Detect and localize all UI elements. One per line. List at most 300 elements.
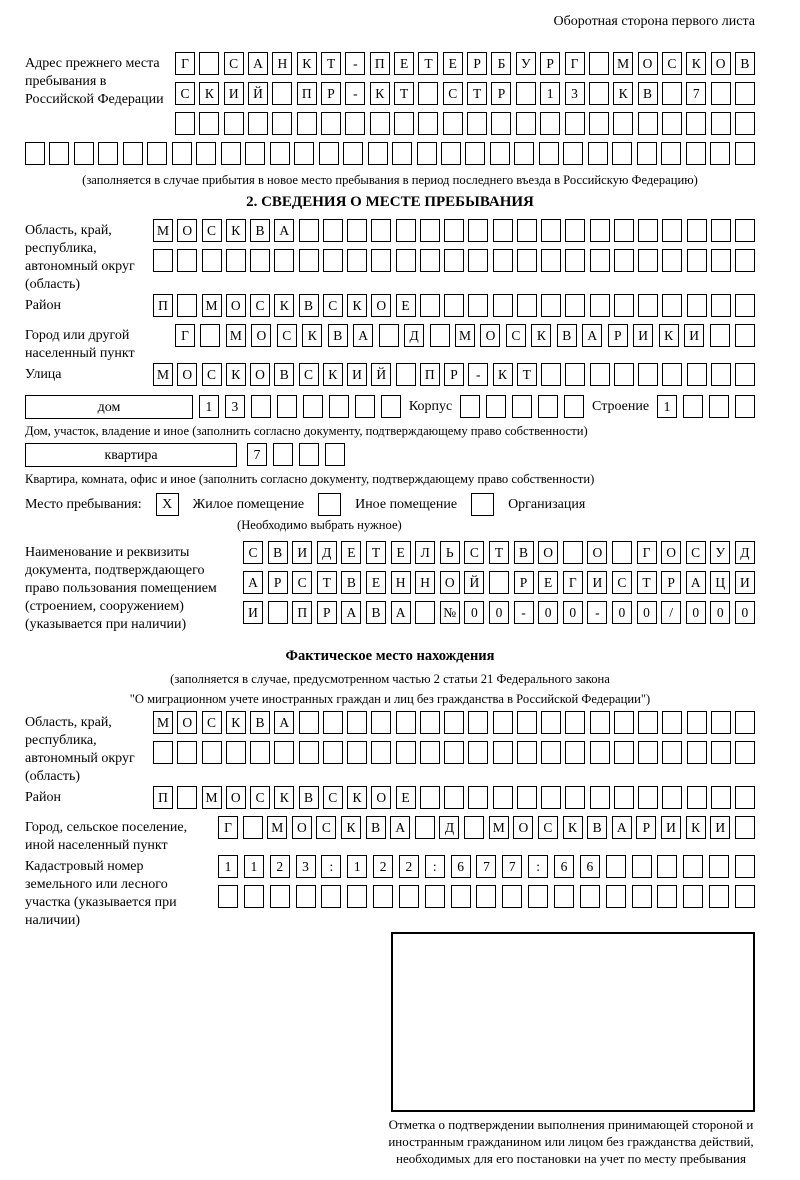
char-box[interactable]: 3 xyxy=(225,395,245,418)
char-box[interactable] xyxy=(735,741,755,764)
char-box[interactable]: К xyxy=(274,786,294,809)
char-box[interactable]: О xyxy=(177,219,197,242)
char-box[interactable] xyxy=(196,142,216,165)
char-box[interactable] xyxy=(502,885,522,908)
char-box[interactable]: Т xyxy=(366,541,386,564)
char-box[interactable] xyxy=(711,112,731,135)
char-box[interactable]: В xyxy=(557,324,577,347)
char-box[interactable] xyxy=(425,885,445,908)
char-box[interactable] xyxy=(541,249,561,272)
char-box[interactable]: Р xyxy=(444,363,464,386)
char-box[interactable]: Р xyxy=(491,82,511,105)
char-box[interactable] xyxy=(711,249,731,272)
char-box[interactable]: П xyxy=(370,52,390,75)
char-box[interactable] xyxy=(272,82,292,105)
char-box[interactable] xyxy=(468,741,488,764)
char-box[interactable] xyxy=(565,711,585,734)
char-box[interactable] xyxy=(662,249,682,272)
char-box[interactable] xyxy=(323,711,343,734)
char-box[interactable]: К xyxy=(226,363,246,386)
char-box[interactable] xyxy=(396,219,416,242)
char-box[interactable] xyxy=(415,816,435,839)
char-box[interactable]: Г xyxy=(218,816,238,839)
char-box[interactable]: К xyxy=(686,52,706,75)
checkbox-inoe[interactable] xyxy=(318,493,341,516)
char-box[interactable]: О xyxy=(440,571,460,594)
char-box[interactable] xyxy=(538,395,558,418)
char-box[interactable]: В xyxy=(638,82,658,105)
char-box[interactable]: А xyxy=(353,324,373,347)
char-box[interactable]: М xyxy=(153,711,173,734)
char-box[interactable] xyxy=(321,885,341,908)
char-box[interactable] xyxy=(590,786,610,809)
char-box[interactable] xyxy=(441,142,461,165)
char-box[interactable]: О xyxy=(251,324,271,347)
char-box[interactable]: 6 xyxy=(554,855,574,878)
char-box[interactable] xyxy=(632,855,652,878)
char-box[interactable] xyxy=(396,363,416,386)
char-box[interactable] xyxy=(711,294,731,317)
char-box[interactable] xyxy=(420,786,440,809)
char-box[interactable] xyxy=(467,112,487,135)
char-box[interactable]: С xyxy=(464,541,484,564)
char-box[interactable] xyxy=(516,112,536,135)
char-box[interactable] xyxy=(638,741,658,764)
char-box[interactable] xyxy=(735,395,755,418)
char-box[interactable]: Д xyxy=(735,541,755,564)
char-box[interactable] xyxy=(226,741,246,764)
char-box[interactable] xyxy=(614,249,634,272)
char-box[interactable] xyxy=(590,294,610,317)
char-box[interactable] xyxy=(199,52,219,75)
char-box[interactable]: С xyxy=(250,786,270,809)
char-box[interactable] xyxy=(303,395,323,418)
char-box[interactable] xyxy=(517,249,537,272)
char-box[interactable]: А xyxy=(274,711,294,734)
char-box[interactable] xyxy=(554,885,574,908)
char-box[interactable]: : xyxy=(528,855,548,878)
char-box[interactable]: И xyxy=(661,816,681,839)
char-box[interactable] xyxy=(468,711,488,734)
char-box[interactable]: 0 xyxy=(686,601,706,624)
char-box[interactable] xyxy=(468,786,488,809)
char-box[interactable] xyxy=(493,711,513,734)
char-box[interactable] xyxy=(218,885,238,908)
char-box[interactable]: И xyxy=(633,324,653,347)
checkbox-organizatsiya[interactable] xyxy=(471,493,494,516)
char-box[interactable]: С xyxy=(299,363,319,386)
char-box[interactable]: Й xyxy=(248,82,268,105)
char-box[interactable]: С xyxy=(506,324,526,347)
char-box[interactable]: К xyxy=(370,82,390,105)
char-box[interactable]: П xyxy=(297,82,317,105)
char-box[interactable] xyxy=(541,294,561,317)
char-box[interactable] xyxy=(565,219,585,242)
char-box[interactable]: Б xyxy=(491,52,511,75)
char-box[interactable] xyxy=(711,741,731,764)
char-box[interactable]: С xyxy=(202,219,222,242)
char-box[interactable] xyxy=(590,219,610,242)
char-box[interactable] xyxy=(590,711,610,734)
char-box[interactable]: К xyxy=(347,786,367,809)
char-box[interactable]: А xyxy=(686,571,706,594)
char-box[interactable] xyxy=(541,219,561,242)
char-box[interactable]: К xyxy=(302,324,322,347)
char-box[interactable] xyxy=(396,711,416,734)
char-box[interactable] xyxy=(540,112,560,135)
char-box[interactable] xyxy=(371,741,391,764)
char-box[interactable]: Е xyxy=(396,294,416,317)
char-box[interactable] xyxy=(202,249,222,272)
char-box[interactable] xyxy=(638,363,658,386)
char-box[interactable]: В xyxy=(514,541,534,564)
char-box[interactable] xyxy=(202,741,222,764)
char-box[interactable]: - xyxy=(345,82,365,105)
char-box[interactable]: 6 xyxy=(580,855,600,878)
char-box[interactable]: К xyxy=(531,324,551,347)
char-box[interactable] xyxy=(580,885,600,908)
char-box[interactable]: 0 xyxy=(637,601,657,624)
char-box[interactable] xyxy=(243,816,263,839)
char-box[interactable] xyxy=(490,142,510,165)
char-box[interactable] xyxy=(711,219,731,242)
char-box[interactable]: 0 xyxy=(612,601,632,624)
char-box[interactable]: К xyxy=(613,82,633,105)
char-box[interactable] xyxy=(711,82,731,105)
char-box[interactable] xyxy=(493,249,513,272)
char-box[interactable]: Т xyxy=(317,571,337,594)
char-box[interactable] xyxy=(563,142,583,165)
char-box[interactable]: Т xyxy=(489,541,509,564)
char-box[interactable]: О xyxy=(371,294,391,317)
char-box[interactable] xyxy=(517,294,537,317)
char-box[interactable]: 7 xyxy=(502,855,522,878)
char-box[interactable] xyxy=(420,219,440,242)
char-box[interactable] xyxy=(123,142,143,165)
char-box[interactable]: 1 xyxy=(540,82,560,105)
char-box[interactable]: 3 xyxy=(296,855,316,878)
char-box[interactable] xyxy=(347,741,367,764)
char-box[interactable] xyxy=(177,786,197,809)
char-box[interactable]: О xyxy=(587,541,607,564)
char-box[interactable]: - xyxy=(587,601,607,624)
char-box[interactable]: И xyxy=(710,816,730,839)
char-box[interactable]: 2 xyxy=(373,855,393,878)
char-box[interactable] xyxy=(355,395,375,418)
char-box[interactable] xyxy=(662,786,682,809)
char-box[interactable]: Т xyxy=(637,571,657,594)
char-box[interactable]: 0 xyxy=(563,601,583,624)
char-box[interactable] xyxy=(299,249,319,272)
char-box[interactable]: Г xyxy=(563,571,583,594)
char-box[interactable]: Т xyxy=(321,52,341,75)
char-box[interactable]: О xyxy=(226,786,246,809)
char-box[interactable] xyxy=(541,786,561,809)
char-box[interactable]: В xyxy=(250,219,270,242)
char-box[interactable]: - xyxy=(345,52,365,75)
char-box[interactable]: Р xyxy=(268,571,288,594)
char-box[interactable] xyxy=(25,142,45,165)
char-box[interactable] xyxy=(528,885,548,908)
char-box[interactable] xyxy=(347,219,367,242)
char-box[interactable]: 7 xyxy=(476,855,496,878)
char-box[interactable]: 0 xyxy=(464,601,484,624)
char-box[interactable] xyxy=(735,711,755,734)
char-box[interactable]: Г xyxy=(565,52,585,75)
char-box[interactable]: Ц xyxy=(710,571,730,594)
char-box[interactable]: С xyxy=(323,786,343,809)
char-box[interactable] xyxy=(638,219,658,242)
char-box[interactable] xyxy=(563,541,583,564)
char-box[interactable]: Р xyxy=(661,571,681,594)
char-box[interactable] xyxy=(486,395,506,418)
char-box[interactable]: : xyxy=(425,855,445,878)
char-box[interactable] xyxy=(541,363,561,386)
char-box[interactable] xyxy=(687,363,707,386)
char-box[interactable] xyxy=(565,741,585,764)
char-box[interactable] xyxy=(418,112,438,135)
char-box[interactable] xyxy=(735,112,755,135)
char-box[interactable] xyxy=(373,885,393,908)
char-box[interactable] xyxy=(517,711,537,734)
char-box[interactable] xyxy=(245,142,265,165)
char-box[interactable] xyxy=(153,741,173,764)
char-box[interactable]: А xyxy=(582,324,602,347)
char-box[interactable] xyxy=(444,711,464,734)
char-box[interactable] xyxy=(175,112,195,135)
char-box[interactable]: Н xyxy=(391,571,411,594)
char-box[interactable] xyxy=(321,112,341,135)
char-box[interactable] xyxy=(444,741,464,764)
char-box[interactable] xyxy=(371,711,391,734)
char-box[interactable] xyxy=(662,82,682,105)
char-box[interactable]: И xyxy=(587,571,607,594)
char-box[interactable]: Г xyxy=(175,324,195,347)
char-box[interactable] xyxy=(476,885,496,908)
char-box[interactable]: К xyxy=(347,294,367,317)
char-box[interactable] xyxy=(687,711,707,734)
char-box[interactable] xyxy=(735,363,755,386)
char-box[interactable] xyxy=(468,294,488,317)
char-box[interactable] xyxy=(662,294,682,317)
char-box[interactable]: Р xyxy=(540,52,560,75)
char-box[interactable] xyxy=(268,601,288,624)
char-box[interactable]: 0 xyxy=(489,601,509,624)
char-box[interactable]: № xyxy=(440,601,460,624)
char-box[interactable] xyxy=(294,142,314,165)
char-box[interactable] xyxy=(299,741,319,764)
char-box[interactable]: А xyxy=(391,601,411,624)
char-box[interactable]: 7 xyxy=(686,82,706,105)
char-box[interactable] xyxy=(711,786,731,809)
char-box[interactable] xyxy=(370,112,390,135)
char-box[interactable] xyxy=(632,885,652,908)
char-box[interactable]: П xyxy=(420,363,440,386)
char-box[interactable]: М xyxy=(153,363,173,386)
char-box[interactable] xyxy=(379,324,399,347)
char-box[interactable] xyxy=(683,855,703,878)
char-box[interactable] xyxy=(325,443,345,466)
char-box[interactable]: / xyxy=(661,601,681,624)
char-box[interactable]: К xyxy=(297,52,317,75)
char-box[interactable]: С xyxy=(443,82,463,105)
char-box[interactable] xyxy=(394,112,414,135)
char-box[interactable] xyxy=(177,249,197,272)
char-box[interactable] xyxy=(514,142,534,165)
char-box[interactable]: Т xyxy=(418,52,438,75)
char-box[interactable] xyxy=(272,112,292,135)
char-box[interactable]: К xyxy=(341,816,361,839)
char-box[interactable] xyxy=(172,142,192,165)
char-box[interactable]: А xyxy=(248,52,268,75)
char-box[interactable]: П xyxy=(153,294,173,317)
char-box[interactable] xyxy=(224,112,244,135)
char-box[interactable] xyxy=(451,885,471,908)
char-box[interactable]: В xyxy=(735,52,755,75)
char-box[interactable]: П xyxy=(153,786,173,809)
char-box[interactable]: Е xyxy=(394,52,414,75)
char-box[interactable] xyxy=(709,395,729,418)
char-box[interactable]: 7 xyxy=(247,443,267,466)
char-box[interactable] xyxy=(614,294,634,317)
char-box[interactable] xyxy=(493,786,513,809)
char-box[interactable] xyxy=(735,142,755,165)
char-box[interactable]: И xyxy=(735,571,755,594)
char-box[interactable] xyxy=(589,112,609,135)
char-box[interactable] xyxy=(371,249,391,272)
char-box[interactable] xyxy=(396,249,416,272)
char-box[interactable]: К xyxy=(659,324,679,347)
char-box[interactable]: С xyxy=(612,571,632,594)
char-box[interactable] xyxy=(98,142,118,165)
char-box[interactable] xyxy=(710,324,730,347)
char-box[interactable]: К xyxy=(323,363,343,386)
char-box[interactable]: Е xyxy=(538,571,558,594)
char-box[interactable]: 0 xyxy=(538,601,558,624)
char-box[interactable] xyxy=(489,571,509,594)
char-box[interactable]: 2 xyxy=(399,855,419,878)
char-box[interactable]: Д xyxy=(404,324,424,347)
char-box[interactable] xyxy=(590,363,610,386)
char-box[interactable] xyxy=(319,142,339,165)
char-box[interactable] xyxy=(270,142,290,165)
char-box[interactable]: О xyxy=(177,363,197,386)
char-box[interactable] xyxy=(564,395,584,418)
char-box[interactable] xyxy=(687,786,707,809)
char-box[interactable] xyxy=(638,786,658,809)
char-box[interactable]: С xyxy=(277,324,297,347)
char-box[interactable]: Г xyxy=(175,52,195,75)
char-box[interactable] xyxy=(661,142,681,165)
char-box[interactable]: Т xyxy=(517,363,537,386)
char-box[interactable]: М xyxy=(267,816,287,839)
char-box[interactable] xyxy=(662,711,682,734)
char-box[interactable]: Л xyxy=(415,541,435,564)
char-box[interactable] xyxy=(590,249,610,272)
char-box[interactable] xyxy=(565,112,585,135)
char-box[interactable]: О xyxy=(250,363,270,386)
char-box[interactable]: В xyxy=(250,711,270,734)
char-box[interactable] xyxy=(493,741,513,764)
char-box[interactable] xyxy=(464,816,484,839)
char-box[interactable]: О xyxy=(638,52,658,75)
char-box[interactable] xyxy=(226,249,246,272)
char-box[interactable]: К xyxy=(226,711,246,734)
char-box[interactable] xyxy=(347,711,367,734)
char-box[interactable]: У xyxy=(710,541,730,564)
char-box[interactable]: Е xyxy=(366,571,386,594)
char-box[interactable] xyxy=(274,741,294,764)
char-box[interactable] xyxy=(735,82,755,105)
char-box[interactable]: У xyxy=(516,52,536,75)
char-box[interactable]: И xyxy=(292,541,312,564)
char-box[interactable]: С xyxy=(243,541,263,564)
char-box[interactable] xyxy=(589,82,609,105)
char-box[interactable] xyxy=(735,294,755,317)
char-box[interactable]: Н xyxy=(415,571,435,594)
char-box[interactable]: В xyxy=(274,363,294,386)
char-box[interactable] xyxy=(613,112,633,135)
char-box[interactable]: Р xyxy=(467,52,487,75)
char-box[interactable]: К xyxy=(686,816,706,839)
char-box[interactable]: И xyxy=(224,82,244,105)
char-box[interactable] xyxy=(248,112,268,135)
char-box[interactable]: О xyxy=(371,786,391,809)
char-box[interactable]: Н xyxy=(272,52,292,75)
char-box[interactable] xyxy=(392,142,412,165)
char-box[interactable] xyxy=(371,219,391,242)
char-box[interactable]: Й xyxy=(371,363,391,386)
char-box[interactable] xyxy=(468,249,488,272)
char-box[interactable] xyxy=(614,219,634,242)
char-box[interactable]: 0 xyxy=(710,601,730,624)
char-box[interactable] xyxy=(590,741,610,764)
char-box[interactable] xyxy=(614,786,634,809)
char-box[interactable] xyxy=(638,711,658,734)
char-box[interactable] xyxy=(299,711,319,734)
char-box[interactable] xyxy=(329,395,349,418)
char-box[interactable] xyxy=(711,363,731,386)
char-box[interactable]: К xyxy=(199,82,219,105)
char-box[interactable] xyxy=(221,142,241,165)
char-box[interactable]: В xyxy=(366,601,386,624)
char-box[interactable] xyxy=(420,711,440,734)
char-box[interactable] xyxy=(687,741,707,764)
char-box[interactable]: О xyxy=(480,324,500,347)
char-box[interactable] xyxy=(638,112,658,135)
char-box[interactable] xyxy=(296,885,316,908)
char-box[interactable]: 1 xyxy=(657,395,677,418)
char-box[interactable]: С xyxy=(686,541,706,564)
char-box[interactable]: С xyxy=(292,571,312,594)
char-box[interactable]: В xyxy=(328,324,348,347)
char-box[interactable] xyxy=(614,711,634,734)
char-box[interactable] xyxy=(614,741,634,764)
char-box[interactable] xyxy=(735,855,755,878)
char-box[interactable]: П xyxy=(292,601,312,624)
char-box[interactable]: С xyxy=(224,52,244,75)
char-box[interactable]: В xyxy=(341,571,361,594)
char-box[interactable] xyxy=(512,395,532,418)
char-box[interactable]: М xyxy=(613,52,633,75)
char-box[interactable] xyxy=(735,786,755,809)
char-box[interactable] xyxy=(417,142,437,165)
char-box[interactable]: Р xyxy=(317,601,337,624)
char-box[interactable] xyxy=(460,395,480,418)
char-box[interactable]: 0 xyxy=(735,601,755,624)
char-box[interactable] xyxy=(612,541,632,564)
char-box[interactable]: : xyxy=(321,855,341,878)
